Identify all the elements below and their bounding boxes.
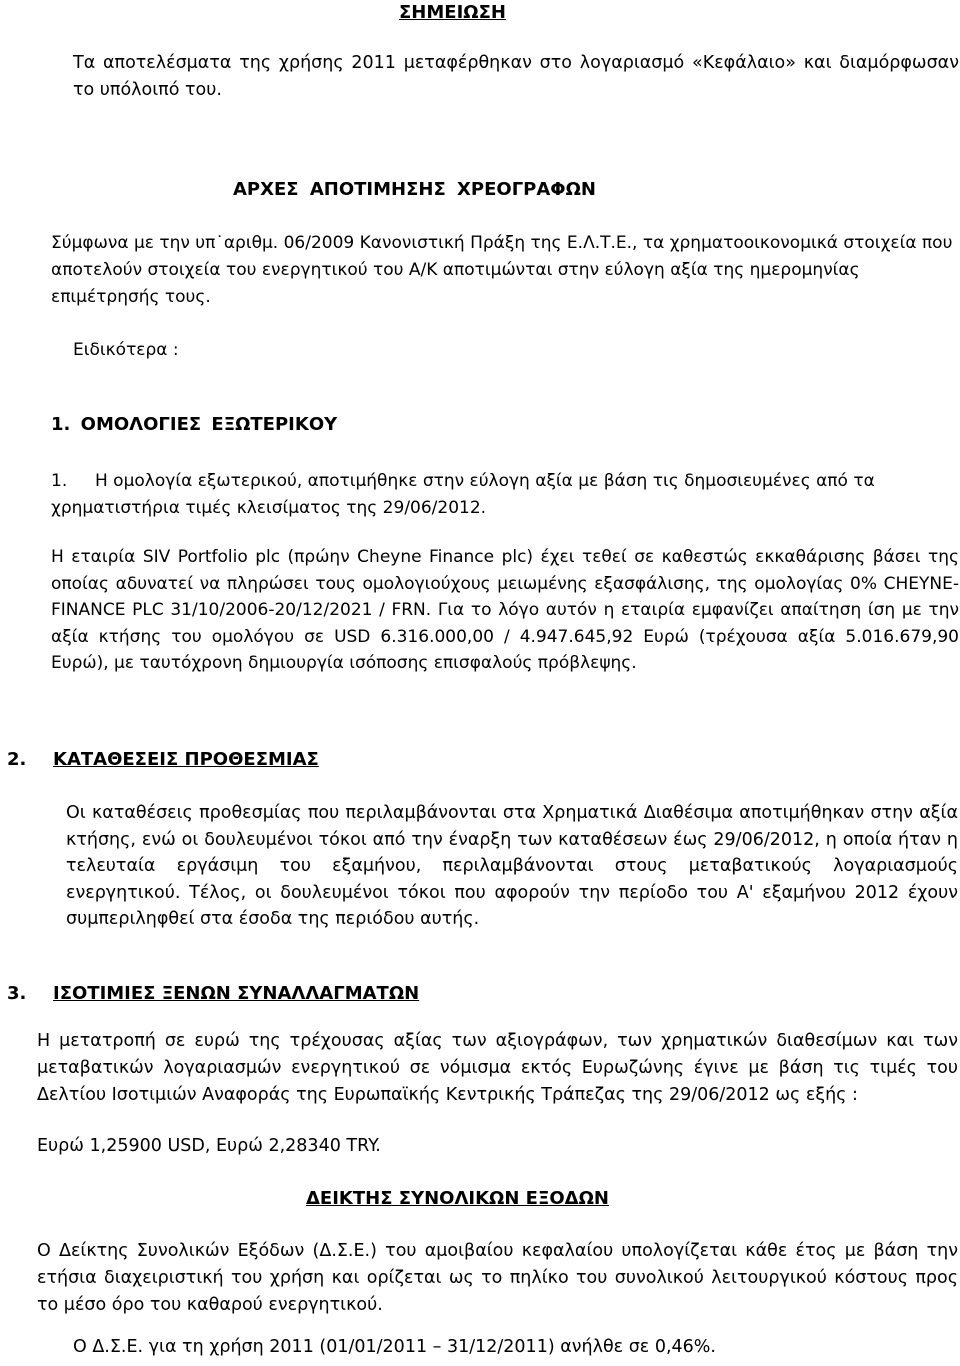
valuation-specifically: Ειδικότερα : <box>73 340 179 360</box>
section2-number: 2. <box>7 749 27 770</box>
section3-number: 3. <box>7 983 27 1004</box>
section1-item <box>51 468 959 522</box>
valuation-title: ΑΡΧΕΣ ΑΠΟΤΙΜΗΣΗΣ ΧΡΕΟΓΡΑΦΩΝ <box>233 179 596 200</box>
section3-rates: Ευρώ 1,25900 USD, Ευρώ 2,28340 TRY. <box>37 1136 381 1156</box>
valuation-text: Σύμφωνα με την υπ˙αριθμ. 06/2009 Κανονιστική Πράξη της Ε.Λ.Τ.Ε., τα χρηματοοικονομικά στοιχεία που αποτελούν στοιχεία του ενεργητικού του Α/Κ αποτιμώνται στην εύλογη αξία της ημερομηνίας επιμέτρησής τους. <box>51 233 953 307</box>
section3-heading <box>7 983 419 1004</box>
section3-title: ΙΣΟΤΙΜΙΕΣ ΞΕΝΩΝ ΣΥΝΑΛΛΑΓΜΑΤΩΝ <box>53 983 420 1004</box>
section1-item-text-first: Η ομολογία εξωτερικού, αποτιμήθηκε στην εύλογη αξία με βάση τις δημοσιευμένες από τα <box>95 471 875 491</box>
section1-number: 1. <box>51 414 71 435</box>
section2-paragraph: Οι καταθέσεις προθεσμίας που περιλαμβάνονται στα Χρηματικά Διαθέσιμα αποτιμήθηκαν στην αξία κτήσης, ενώ οι δουλευμένοι τόκοι από την έναρξη των καταθέσεων έως 29/06/2012, η οποία ήταν η τελευταία εργάσιμη του εξαμήνου, περιλαμβάνονται στους μεταβατικούς λογαριασμούς ενεργητικού. Τέλος, οι δουλευμένοι τόκοι που αφορούν την περίοδο του Α' εξαμήνου 2012 έχουν συμπεριληφθεί στα έσοδα της περιόδου αυτής. <box>66 803 958 929</box>
ter-value-line: Ο Δ.Σ.Ε. για τη χρήση 2011 (01/01/2011 – 31/12/2011) ανήλθε σε 0,46%. <box>73 1337 716 1357</box>
ter-title: ΔΕΙΚΤΗΣ ΣΥΝΟΛΙΚΩΝ ΕΞΟΔΩΝ <box>306 1188 609 1209</box>
section1-heading <box>51 414 337 435</box>
note-text: Τα αποτελέσματα της χρήσης 2011 μεταφέρθηκαν στο λογαριασμό «Κεφάλαιο» και διαμόρφωσαν το υπόλοιπό του. <box>73 53 959 100</box>
section1-item-line1 <box>51 468 959 495</box>
section2-heading <box>7 749 319 770</box>
ter-paragraph: Ο Δείκτης Συνολικών Εξόδων (Δ.Σ.Ε.) του αμοιβαίου κεφαλαίου υπολογίζεται κάθε έτος με βάση την ετήσια διαχειριστική του χρήση και ορίζεται ως το πηλίκο του συνολικού λειτουργικού κόστους προς το μέσο όρο του καθαρού ενεργητικού. <box>37 1241 958 1315</box>
section1-item-number: 1. <box>51 471 68 491</box>
section1-item-text-rest: χρηματιστήρια τιμές κλεισίματος της 29/06/2012. <box>51 498 487 518</box>
section2-title: ΚΑΤΑΘΕΣΕΙΣ ΠΡΟΘΕΣΜΙΑΣ <box>53 749 319 770</box>
section3-paragraph: Η μετατροπή σε ευρώ της τρέχουσας αξίας των αξιογράφων, των χρηματικών διαθεσίμων και των μεταβατικών λογαριασμών ενεργητικού σε νόμισμα εκτός Ευρωζώνης έγινε με βάση τις τιμές του Δελτίου Ισοτιμιών Αναφοράς της Ευρωπαϊκής Κεντρικής Τράπεζας της 29/06/2012 ως εξής : <box>37 1031 958 1105</box>
section1-paragraph: Η εταιρία SIV Portfolio plc (πρώην Cheyne Finance plc) έχει τεθεί σε καθεστώς εκκαθάρισης βάσει της οποίας αδυνατεί να πληρώσει τους ομολογιούχους μειωμένης εξασφάλισης, της ομολογίας 0% CHEYNE-FINANCE PLC 31/10/2006-20/12/2021 / FRN. Για το λόγο αυτόν η εταιρία εμφανίζει απαίτηση ίση με την αξία κτήσης του ομολόγου σε USD 6.316.000,00 / 4.947.645,92 Ευρώ (τρέχουσα αξία 5.016.679,90 Ευρώ), με ταυτόχρονη δημιουργία ισόποσης επισφαλούς πρόβλεψης. <box>51 547 959 673</box>
note-title: ΣΗΜΕΙΩΣΗ <box>399 2 506 23</box>
section1-title: ΟΜΟΛΟΓΙΕΣ ΕΞΩΤΕΡΙΚΟΥ <box>80 414 338 435</box>
